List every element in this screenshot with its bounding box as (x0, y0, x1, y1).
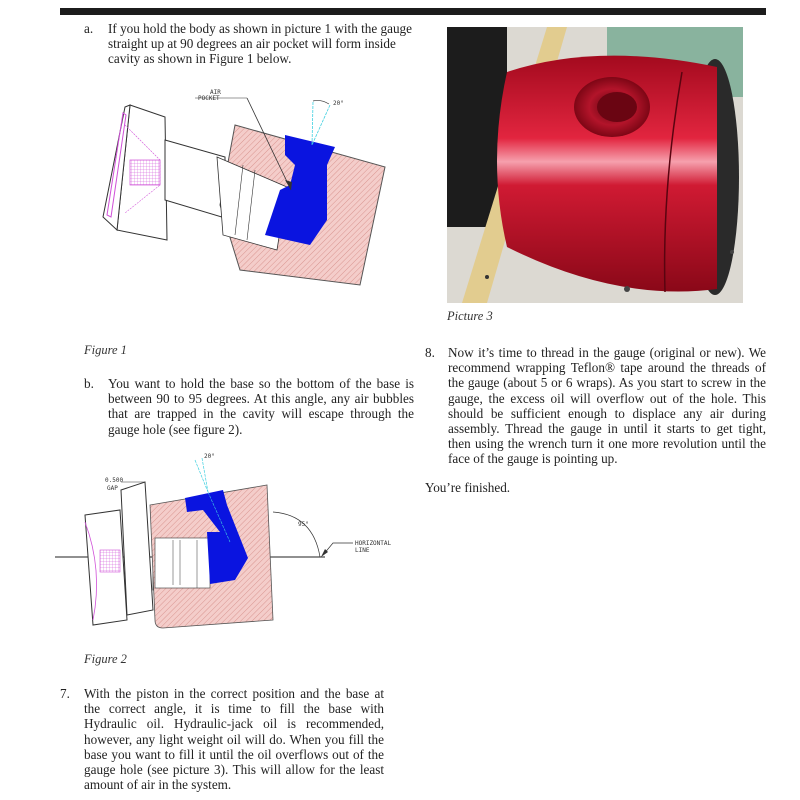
angle-label-20: 20° (333, 100, 344, 107)
gap-value: 0.500 (105, 477, 124, 484)
angle-arc-95 (273, 512, 320, 557)
gauge-head (103, 105, 167, 240)
horizontal-line-label-2: LINE (355, 547, 370, 554)
picture-3-photo (447, 27, 743, 303)
angle-label-95: 95° (298, 521, 309, 528)
step-8-marker: 8. (425, 345, 435, 360)
closing-text: You’re finished. (425, 480, 511, 495)
angle-label-20: 20° (204, 453, 215, 460)
step-7 (60, 686, 384, 792)
step-b (84, 376, 414, 437)
horizontal-line-label-1: HORIZONTAL (355, 540, 392, 547)
angle-line-tilted (312, 105, 330, 145)
picture-3-caption: Picture 3 (447, 309, 493, 323)
step-a-text: If you hold the body as shown in picture 1 with the gauge straight up at 90 degrees an air pocket will form inside cavity as shown in Figure 1 below. (108, 21, 412, 67)
air-pocket-label-2: POCKET (198, 95, 220, 102)
step-8 (425, 345, 766, 467)
header-bar (60, 8, 766, 15)
air-pocket-label-1: AIR (210, 89, 221, 96)
step-a-marker: a. (84, 21, 94, 36)
step-a (84, 21, 414, 67)
angle-line-vertical (312, 102, 313, 145)
figure-2-caption: Figure 2 (84, 652, 127, 666)
gap-plate (121, 482, 153, 615)
step-7-text: With the piston in the correct position and the base at the correct angle, it is time to fill the base with Hydraulic oil. Hydraulic-jack oil is recommended, however, any light weight oil will do. When you fill the base you want to fill it until the oil overflows out of the gauge hole (see picture 3). This will allow for the least amount of air in the system. (84, 686, 384, 793)
gauge-stem (165, 140, 225, 218)
angle-line-a (195, 460, 208, 492)
step-8-text: Now it’s time to thread in the gauge (original or new). We recommend wrapping Teflon® tape around the threads of the gauge (about 5 or 6 wraps). As you start to screw in the gauge, the excess oil will overflow out of the hole. This should be sufficient enough to displace any air during assembly. Thread the gauge in until it starts to get tight, then using the wrench turn it one more revolution until the face of the gauge is pointing up. (448, 345, 766, 467)
figure-1-diagram (95, 85, 395, 290)
figure-1-caption: Figure 1 (84, 343, 127, 357)
angle-line-b (202, 458, 208, 492)
step-b-text: You want to hold the base so the bottom of the base is between 90 to 95 degrees. At this angle, any air bubbles that are trapped in the cavity will escape through the gauge hole (see figure 2). (108, 376, 414, 437)
step-7-marker: 7. (60, 686, 70, 701)
gap-label: GAP (107, 485, 118, 492)
step-b-marker: b. (84, 376, 94, 391)
figure-2-diagram (55, 450, 425, 635)
